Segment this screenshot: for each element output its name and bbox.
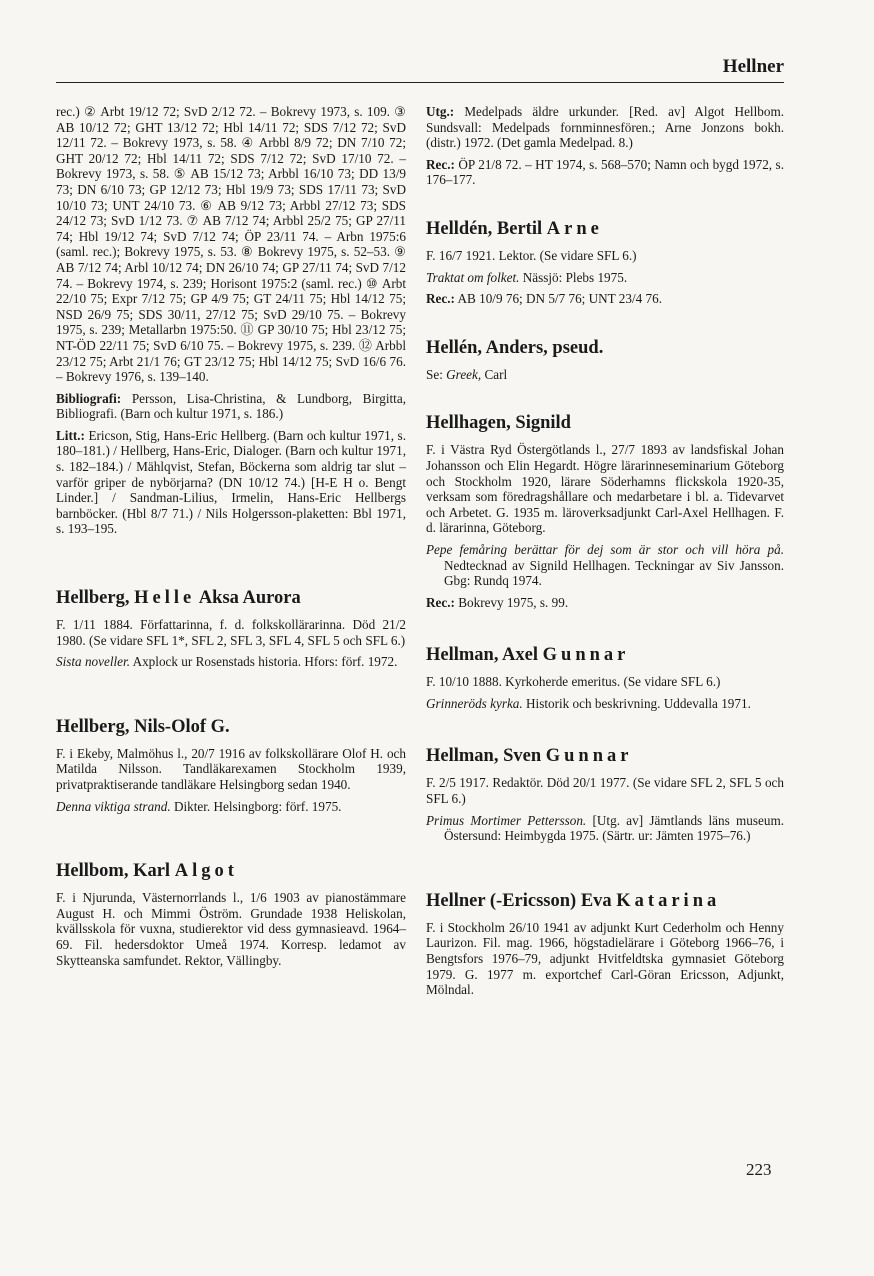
bibliografi (56, 391, 406, 422)
rec: Rec.: Bokrevy 1975, s. 99. (426, 594, 569, 610)
entry-work: Pepe femåring berättar för dej som är stor och vill höra på. Nedtecknad av Signild Hellhagen. Teckningar av Siv Jansson. Gbg: Rundq 1974. (426, 541, 784, 589)
entry-hellberg-nils-olof (56, 716, 406, 814)
entry-heading: Hellman, Axel Gunnar (426, 645, 630, 666)
entry-hellman-axel (426, 644, 784, 711)
rec: Rec.: AB 10/9 76; DN 5/7 76; UNT 23/4 76. (426, 291, 663, 307)
entry-heading: Helldén, Bertil Arne (426, 218, 603, 239)
litt-label: Litt.: (56, 427, 85, 443)
entry-bio: F. i Västra Ryd Östergötlands l., 27/7 1893 av landsfiskal Johan Johansson och Elin Hegardt. Högre lärarinneseminarium Göteborg och Stockholm 1920, lärare Söderhamns flickskola 1920-35, verksam som föredragshållare och medarbetare i bl. a. Tidevarvet och Arbetet. G. 1935 m. läroverksadjunkt Carl-Axel Hellhagen. F. d. lärarinna, Göteborg. (426, 442, 784, 536)
entry-work: Traktat om folket. Nässjö: Plebs 1975. (426, 269, 628, 285)
entry-bio: F. i Ekeby, Malmöhus l., 20/7 1916 av folkskollärare Olof H. och Matilda Nilsson. Tandläkarexamen Stockholm 1939, privatpraktiserande tandläkare Helsingborg sedan 1940. (56, 745, 406, 792)
bibliografi-text: Persson, Lisa-Christina, & Lundborg, Birgitta, Bibliografi. (Barn och kultur 1971, s. 186.) (56, 390, 406, 422)
entry-bio: F. 2/5 1917. Redaktör. Död 20/1 1977. (Se vidare SFL 2, SFL 5 och SFL 6.) (426, 775, 784, 807)
entry-hellden (426, 218, 784, 307)
entry-hellen (426, 337, 784, 383)
entry-heading: Hellberg, Helle Aksa Aurora (56, 588, 301, 609)
entry-work: Grinneröds kyrka. Historik och beskrivning. Uddevalla 1971. (426, 695, 751, 711)
entry-hellhagen (426, 412, 784, 610)
entry-bio: F. 16/7 1921. Lektor. (Se vidare SFL 6.) (426, 247, 637, 263)
litteratur (56, 428, 406, 537)
utg: Utg.: Medelpads äldre urkunder. [Red. av] Algot Hellbom. Sundsvall: Medelpads fornminnesfören.; Arne Jonzons bokh. (distr.) 1972. (Det gamla Medelpad. 8.) (426, 104, 784, 151)
running-head: Hellner (722, 56, 784, 77)
litt-text: Ericson, Stig, Hans-Eric Hellberg. (Barn och kultur 1971, s. 180–181.) / Hellberg, Hans-Eric, Dialoger. (Barn och kultur 1971, s. 182–184.) / Mählqvist, Stefan, Böckerna som aldrig tar slut – varför griper de nybörjarna? (DN 10/12 74.) [H-E H o. Bengt Linder.] / Sandman-Lilius, Irmelin, Hans-Eric Hellbergs barnböcker. (Hbl 8/7 71.) / Nils Holgersson-plaketten: Bbl 1971, s. 193–195. (56, 427, 406, 537)
entry-work: Denna viktiga strand. Dikter. Helsingborg: förf. 1975. (56, 798, 342, 814)
right-column (426, 104, 784, 1004)
entry-bio: F. 10/10 1888. Kyrkoherde emeritus. (Se vidare SFL 6.) (426, 674, 721, 690)
entry-heading: Hellberg, Nils-Olof G. (56, 716, 230, 737)
entry-hellbom-algot (56, 860, 406, 968)
entry-heading: Hellman, Sven Gunnar (426, 746, 633, 767)
entry-bio: F. 1/11 1884. Författarinna, f. d. folkskollärarinna. Död 21/2 1980. (Se vidare SFL 1*, SFL 2, SFL 3, SFL 4, SFL 5 och SFL 6.) (56, 617, 406, 648)
page-number: 223 (746, 1160, 772, 1179)
entry-hellner (426, 890, 784, 998)
entry-work: Sista noveller. Axplock ur Rosenstads historia. Hfors: förf. 1972. (56, 654, 398, 670)
entry-bio: F. i Stockholm 26/10 1941 av adjunkt Kurt Cederholm och Henny Laurizon. Fil. mag. 1966, högstadielärare i Göteborg 1966–76, i Bengtsfors 1976–79, adjunkt Hvitfeldtska gymnasiet Göteborg 1979. G. 1977 m. exportchef Carl-Göran Ericsson, Adjunkt, Mölndal. (426, 919, 784, 998)
entry-hellman-sven (426, 745, 784, 843)
entry-hellbom-continued (426, 104, 784, 188)
cross-reference: Se: Greek, Carl (426, 366, 508, 382)
entry-heading: Hellbom, Karl Algot (56, 861, 238, 882)
rec: Rec.: ÖP 21/8 72. – HT 1974, s. 568–570; Namn och bygd 1972, s. 176–177. (426, 156, 784, 188)
bibliografi-label: Bibliografi: (56, 390, 122, 406)
entry-heading: Hellén, Anders, pseud. (426, 337, 604, 358)
entry-work: Primus Mortimer Pettersson. [Utg. av] Jämtlands läns museum. Östersund: Heimbygda 1975. (Särtr. ur: Jämten 1975–76.) (426, 812, 784, 844)
left-column (56, 104, 406, 974)
entry-heading: Hellhagen, Signild (426, 413, 571, 434)
page-header (56, 56, 784, 83)
entry-bio: F. i Njurunda, Västernorrlands l., 1/6 1903 av pianostämmare August H. och Mimmi Öström. Grundade 1938 Heliskolan, kvällsskola för vuxna, studierektor vid dess gymnasieavd. 1964–69. Fil. hedersdoktor Umeå 1974. Korresp. ledamot av Skytteanska samfundet. Rektor, Vällingby. (56, 890, 406, 968)
entry-hellberg-helle (56, 587, 406, 670)
rec-continued: rec.) ② Arbt 19/12 72; SvD 2/12 72. – Bokrevy 1973, s. 109. ③ AB 10/12 72; GHT 13/12 72; Hbl 14/11 72; SDS 7/12 72; SvD 12/11 72. – Bokrevy 1973, s. 58. ④ Arbbl 8/9 72; DN 7/10 72; GHT 20/12 72; Hbl 14/11 72; SDS 7/12 72; SvD 17/10 72. – Bokrevy 1973, s. 58. ⑤ AB 15/12 73; Arbbl 16/10 73; DD 13/9 73; DN 6/10 73; GP 12/12 73; Hbl 19/9 73; SDS 17/11 73; SvD 10/10 73; UNT 24/10 73. ⑥ AB 9/12 73; Arbbl 27/12 73; SDS 24/12 73; SvD 1/12 73. ⑦ AB 7/12 74; Arbbl 25/2 75; GP 27/11 74; Hbl 19/12 74; SvD 7/12 74; ÖP 23/11 74. – Arbn 1975:6 (saml. rec.); Bokrevy 1975, s. 53. ⑧ Bokrevy 1975, s. 52–53. ⑨ AB 7/12 74; Arbl 10/12 74; DN 26/10 74; GP 27/11 74; SvD 7/12 74. – Bokrevy 1974, s. 239; Horisont 1975:2 (saml. rec.) ⑩ Arbt 22/10 75; Expr 7/12 75; GP 4/9 75; GT 24/11 75; Hbl 14/12 75; NSD 26/9 75; SDS 30/11, 27/12 75; SvD 29/10 75. – Bokrevy 1975, s. 239; Metallarbn 1975:50. ⑪ GP 30/10 75; Hbl 23/12 75; NT-ÖD 22/11 75; SvD 6/10 75. – Bokrevy 1975, s. 239. ⑫ Arbbl 23/12 75; Arbt 21/1 76; GT 23/12 75; Hbl 14/12 75; SvD 16/6 76. – Bokrevy 1976, s. 139–140. (56, 104, 406, 385)
entry-heading: Hellner (-Ericsson) Eva Katarina (426, 890, 721, 911)
